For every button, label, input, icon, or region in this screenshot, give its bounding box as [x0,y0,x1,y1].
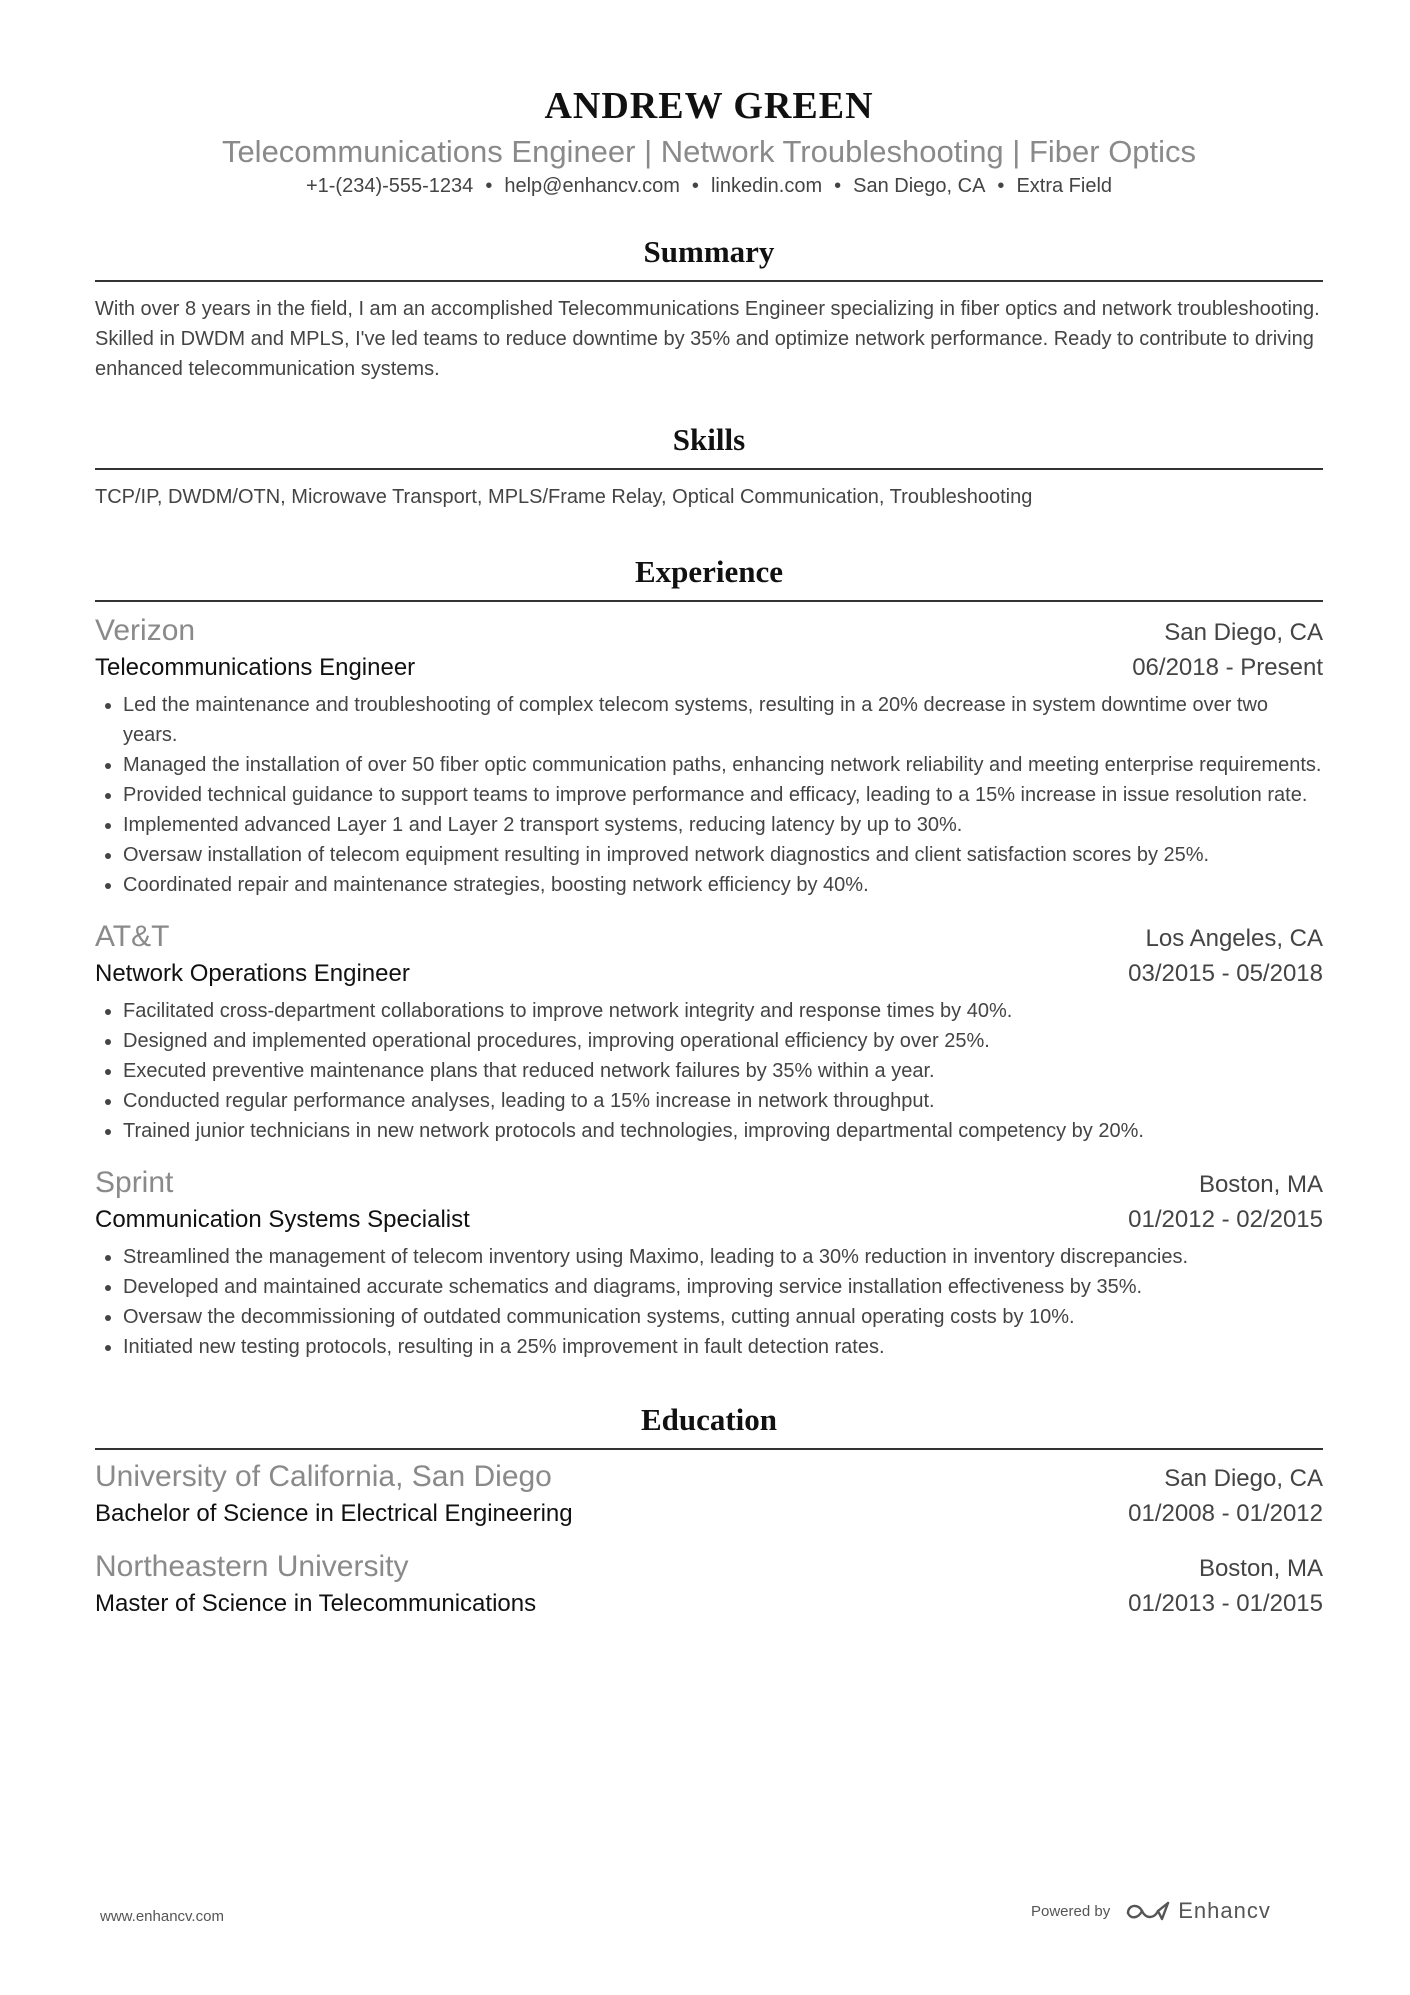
education-degree: Master of Science in Telecommunications [95,1590,537,1617]
job-bullet: • Conducted regular performance analyses, leading to a 15% increase in network throughput. [123,1086,1323,1116]
footer-branding [1031,1898,1271,1924]
job-entry [95,918,1323,1146]
contact-extra: Extra Field [1016,175,1113,197]
job-bullet: • Oversaw the decommissioning of outdated communication systems, cutting annual operating costs by 10%. [123,1302,1323,1332]
contact-email[interactable]: help@enhancv.com [504,175,680,197]
enhancv-brand[interactable] [1124,1898,1271,1924]
candidate-headline: Telecommunications Engineer | Network Troubleshooting | Fiber Optics [221,134,1197,169]
job-bullet: • Initiated new testing protocols, resulting in a 25% improvement in fault detection rates. [123,1332,1323,1362]
summary-text: With over 8 years in the field, I am an accomplished Telecommunications Engineer specializing in fiber optics and network troubleshooting. Skilled in DWDM and MPLS, I've led teams to reduce downtime by 35% and optimize network performance. Ready to contribute to driving enhanced telecommunication systems. [95,298,1320,380]
powered-by-label: Powered by [1031,1902,1111,1920]
brand-name: Enhancv [1178,1898,1271,1923]
job-location: Los Angeles, CA [1145,925,1323,952]
contact-phone: +1-(234)-555-1234 [305,175,474,197]
bullet-separator: • [485,175,493,197]
education-location: Boston, MA [1198,1555,1323,1582]
job-bullet: • Oversaw installation of telecom equipment resulting in improved network diagnostics and client satisfaction scores by 25%. [123,840,1323,870]
job-dates: 01/2012 - 02/2015 [1128,1206,1323,1233]
education-entry [95,1458,1323,1532]
job-bullet: • Implemented advanced Layer 1 and Layer 2 transport systems, reducing latency by up to 30%. [123,810,1323,840]
job-role: Communication Systems Specialist [95,1206,470,1233]
job-bullet: • Provided technical guidance to support teams to improve performance and efficacy, leading to a 15% increase in issue resolution rate. [123,780,1323,810]
job-location: San Diego, CA [1164,619,1323,646]
job-role: Telecommunications Engineer [95,654,416,681]
enhancv-logo-icon [1124,1899,1172,1923]
job-bullets [95,996,1323,1146]
education-dates: 01/2013 - 01/2015 [1128,1590,1323,1617]
bullet-separator: • [691,175,699,197]
skills-text: TCP/IP, DWDM/OTN, Microwave Transport, MPLS/Frame Relay, Optical Communication, Troubleshooting [95,486,1033,508]
education-heading: Education [95,1400,1323,1450]
job-company: Sprint [95,1166,174,1199]
job-company: Verizon [95,614,196,647]
candidate-name: ANDREW GREEN [544,85,874,127]
education-school: Northeastern University [95,1550,409,1583]
footer-website[interactable]: www.enhancv.com [100,1908,224,1925]
bullet-separator: • [834,175,842,197]
summary-heading: Summary [95,232,1323,282]
education-school: University of California, San Diego [95,1460,552,1493]
job-bullet: • Coordinated repair and maintenance strategies, boosting network efficiency by 40%. [123,870,1323,900]
job-company: AT&T [95,920,170,953]
resume-header [95,84,1323,200]
job-dates: 06/2018 - Present [1132,654,1323,681]
job-entry [95,1164,1323,1362]
experience-heading: Experience [95,552,1323,602]
job-dates: 03/2015 - 05/2018 [1128,960,1323,987]
education-entry [95,1548,1323,1622]
job-bullets [95,690,1323,900]
job-bullets [95,1242,1323,1362]
contact-location: San Diego, CA [853,175,986,197]
skills-heading: Skills [95,420,1323,470]
job-bullet: • Developed and maintained accurate schematics and diagrams, improving service installation effectiveness by 35%. [123,1272,1323,1302]
job-entry [95,612,1323,900]
job-bullet: • Facilitated cross-department collaborations to improve network integrity and response times by 40%. [123,996,1323,1026]
job-location: Boston, MA [1198,1171,1323,1198]
bullet-separator: • [997,175,1005,197]
contact-line [95,172,1323,200]
job-bullet: • Trained junior technicians in new network protocols and technologies, improving departmental competency by 20%. [123,1116,1323,1146]
education-location: San Diego, CA [1164,1465,1323,1492]
job-bullet: • Streamlined the management of telecom inventory using Maximo, leading to a 30% reduction in inventory discrepancies. [123,1242,1323,1272]
resume-page [95,0,1323,1622]
job-bullet: • Managed the installation of over 50 fiber optic communication paths, enhancing network reliability and meeting enterprise requirements. [123,750,1323,780]
education-dates: 01/2008 - 01/2012 [1128,1500,1323,1527]
education-degree: Bachelor of Science in Electrical Engineering [95,1500,573,1527]
job-role: Network Operations Engineer [95,960,410,987]
job-bullet: • Led the maintenance and troubleshooting of complex telecom systems, resulting in a 20% decrease in system downtime over two years. [123,690,1323,750]
contact-linkedin[interactable]: linkedin.com [710,175,823,197]
job-bullet: • Executed preventive maintenance plans that reduced network failures by 35% within a year. [123,1056,1323,1086]
job-bullet: • Designed and implemented operational procedures, improving operational efficiency by over 25%. [123,1026,1323,1056]
